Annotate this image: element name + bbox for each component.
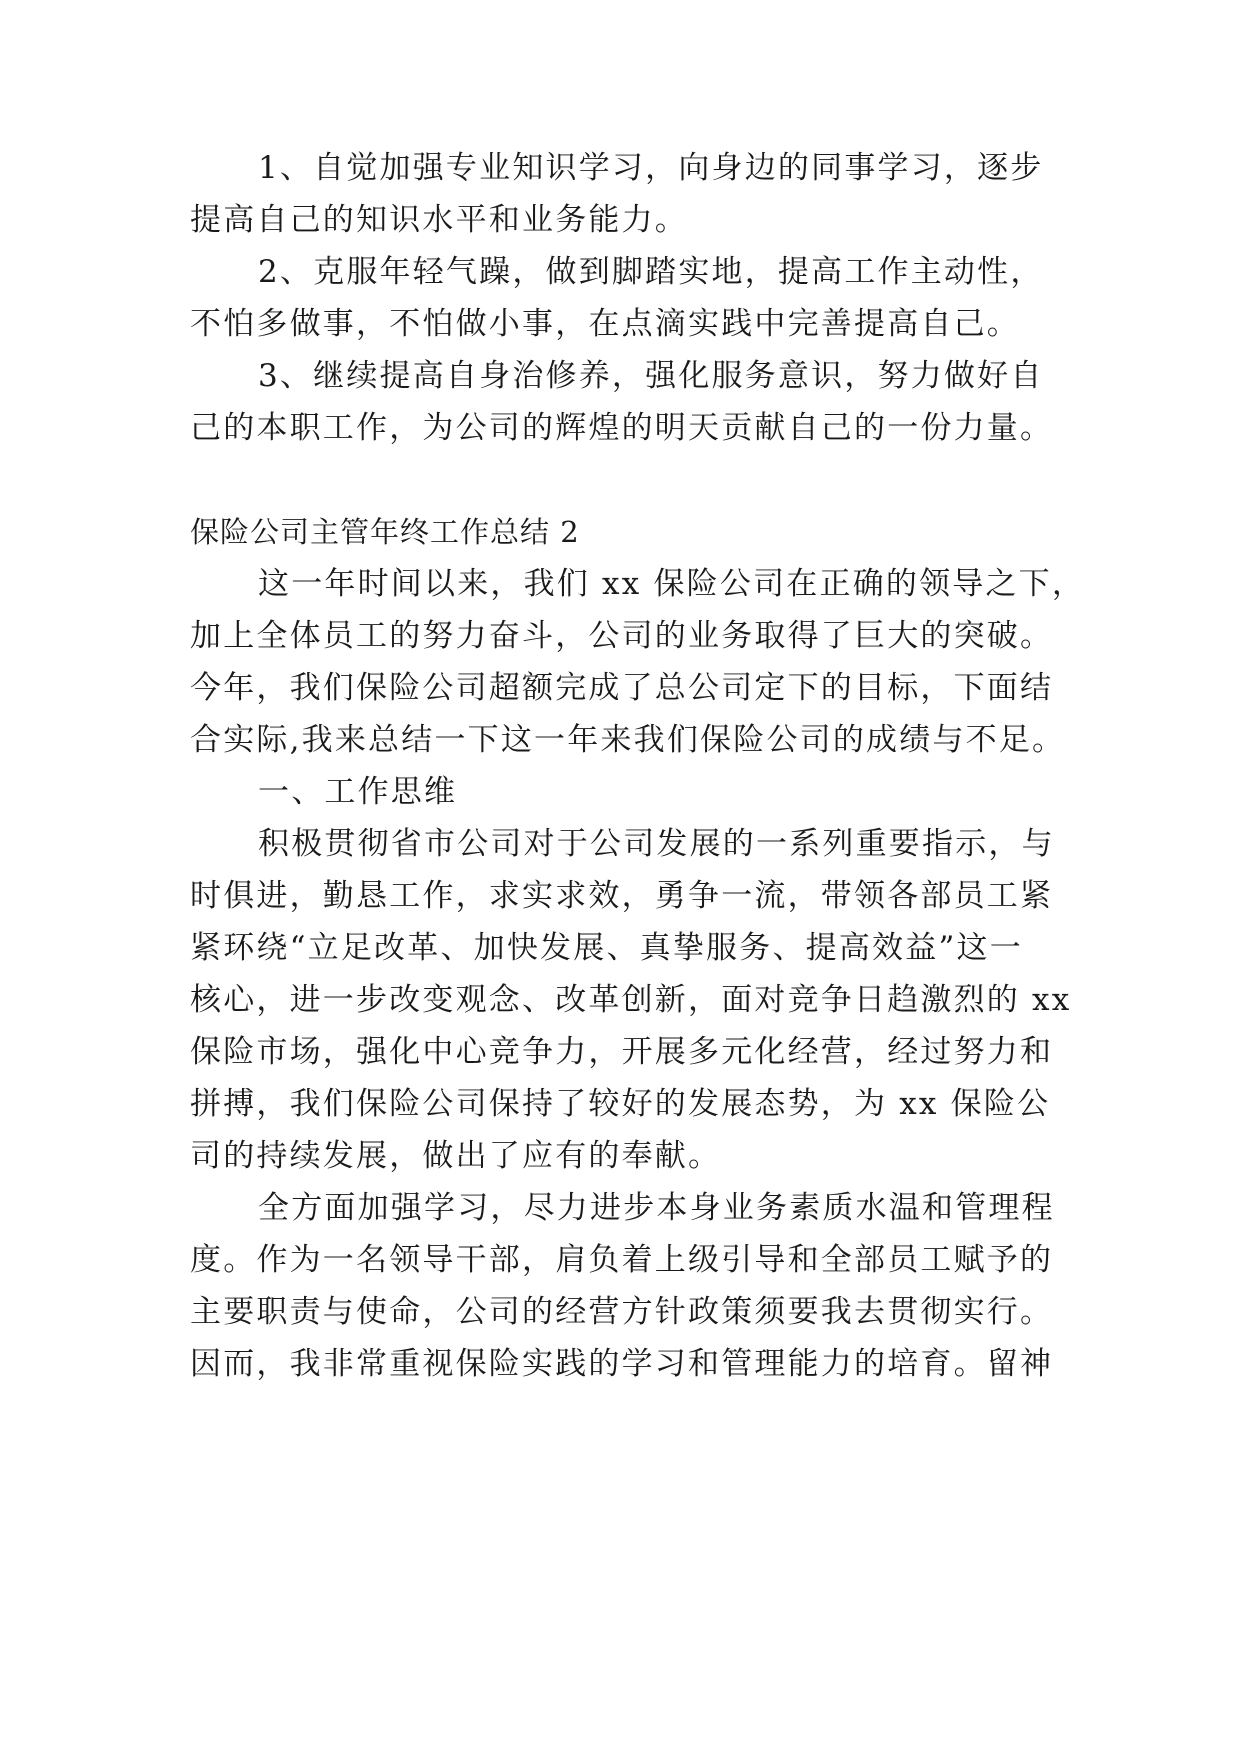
paragraph-line: 不怕多做事，不怕做小事，在点滴实践中完善提高自己。: [190, 306, 1020, 342]
paragraph-line: 度。作为一名领导干部，肩负着上级引导和全部员工赋予的: [190, 1242, 1054, 1278]
paragraph-line: 今年，我们保险公司超额完成了总公司定下的目标，下面结: [190, 670, 1054, 706]
paragraph-line: 3、继续提高自身治修养，强化服务意识，努力做好自: [258, 358, 1044, 394]
paragraph-line: 这一年时间以来，我们 xx 保险公司在正确的领导之下，: [258, 566, 1086, 602]
paragraph-line: 积极贯彻省市公司对于公司发展的一系列重要指示，与: [258, 826, 1055, 862]
section-title: 保险公司主管年终工作总结 2: [190, 515, 580, 549]
paragraph-line: 1、自觉加强专业知识学习，向身边的同事学习，逐步: [258, 150, 1044, 186]
subsection-heading: 一、工作思维: [258, 774, 458, 810]
paragraph-line: 主要职责与使命，公司的经营方针政策须要我去贯彻实行。: [190, 1294, 1054, 1330]
paragraph-line: 因而，我非常重视保险实践的学习和管理能力的培育。留神: [190, 1346, 1054, 1382]
paragraph-line: 加上全体员工的努力奋斗，公司的业务取得了巨大的突破。: [190, 618, 1054, 654]
paragraph-line: 司的持续发展，做出了应有的奉献。: [190, 1138, 722, 1174]
paragraph-line: 紧环绕“立足改革、加快发展、真挚服务、提高效益”这一: [190, 930, 1023, 966]
paragraph-line: 全方面加强学习，尽力进步本身业务素质水温和管理程: [258, 1190, 1055, 1226]
paragraph-line: 拼搏，我们保险公司保持了较好的发展态势，为 xx 保险公: [190, 1086, 1051, 1122]
paragraph-line: 时俱进，勤恳工作，求实求效，勇争一流，带领各部员工紧: [190, 878, 1054, 914]
paragraph-line: 核心，进一步改变观念、改革创新，面对竞争日趋激烈的 xx: [190, 982, 1072, 1018]
paragraph-line: 2、克服年轻气躁，做到脚踏实地，提高工作主动性，: [258, 254, 1044, 290]
paragraph-line: 保险市场，强化中心竞争力，开展多元化经营，经过努力和: [190, 1034, 1054, 1070]
paragraph-line: 合实际,我来总结一下这一年来我们保险公司的成绩与不足。: [190, 722, 1066, 758]
paragraph-line: 己的本职工作，为公司的辉煌的明天贡献自己的一份力量。: [190, 410, 1054, 446]
paragraph-line: 提高自己的知识水平和业务能力。: [190, 202, 688, 238]
